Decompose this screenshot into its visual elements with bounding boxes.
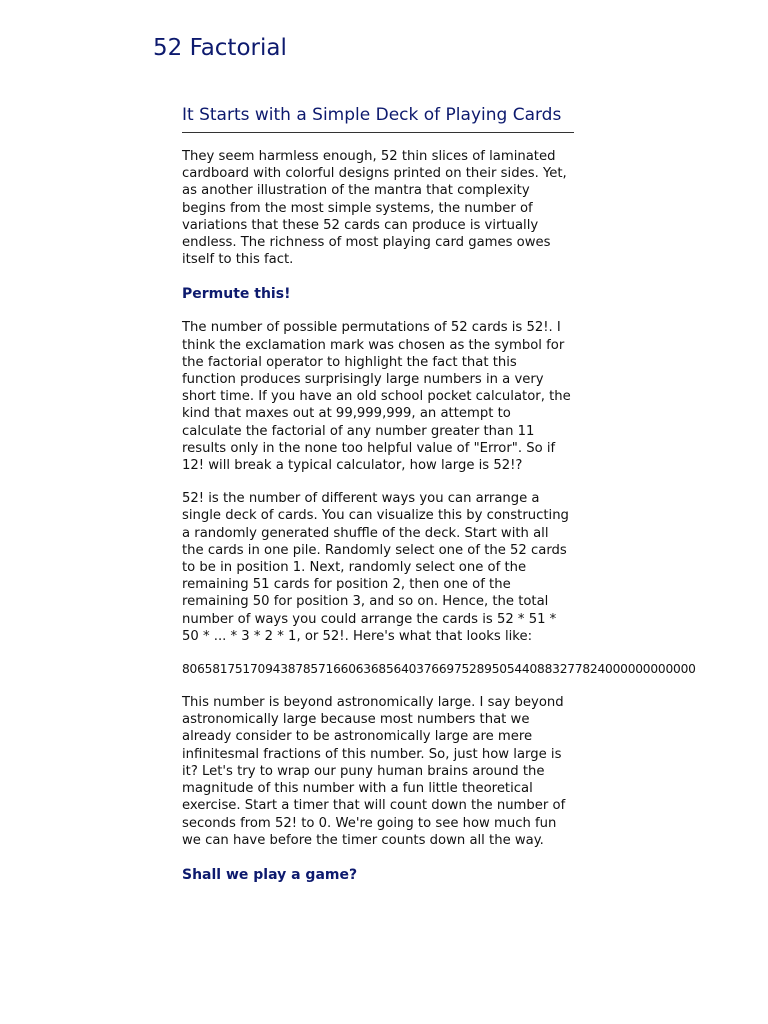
subhead-shall-we-play: Shall we play a game? bbox=[182, 866, 358, 883]
page-title: 52 Factorial bbox=[153, 35, 287, 61]
subhead-permute-this: Permute this! bbox=[182, 286, 291, 303]
astronomical-paragraph: This number is beyond astronomically large. I say beyond astronomically large because most numbers that we already consider to be astronomically large are mere infinitesmal fractions of this number. So, just how large is it? Let's try to wrap our puny human brains around the magnitude of this number with a fun little theoretical exercise. Start a timer that will count down the number of seconds from 52! to 0. We're going to see how much fun we can have before the timer counts down all the way. bbox=[182, 695, 566, 848]
arrange-paragraph: 52! is the number of different ways you can arrange a single deck of cards. You can visualize this by constructing a randomly generated shuffle of the deck. Start with all the cards in one pile. Randomly select one of the 52 cards to be in position 1. Next, randomly select one of the remaining 51 cards for position 2, then one of the remaining 50 for position 3, and so on. Hence, the total number of ways you could arrange the cards is 52 * 51 * 50 * ... * 3 * 2 * 1, or 52!. Here's what that looks like: bbox=[182, 491, 569, 644]
intro-paragraph: They seem harmless enough, 52 thin slices of laminated cardboard with colorful designs printed on their sides. Yet, as another illustration of the mantra that complexity begins from the most simple systems, the number of variations that these 52 cards can produce is virtually endless. The richness of most playing card games owes itself to this fact. bbox=[182, 149, 567, 268]
factorial-value: 80658175170943878571660636856403766975289505440883277824000000000000 bbox=[182, 662, 696, 677]
section-title: It Starts with a Simple Deck of Playing Cards bbox=[182, 104, 574, 133]
permutations-paragraph: The number of possible permutations of 52 cards is 52!. I think the exclamation mark was chosen as the symbol for the factorial operator to highlight the fact that this function produces surprisingly large numbers in a very short time. If you have an old school pocket calculator, the kind that maxes out at 99,999,999, an attempt to calculate the factorial of any number greater than 11 results only in the none too helpful value of "Error". So if 12! will break a typical calculator, how large is 52!? bbox=[182, 320, 571, 474]
article bbox=[182, 104, 696, 884]
